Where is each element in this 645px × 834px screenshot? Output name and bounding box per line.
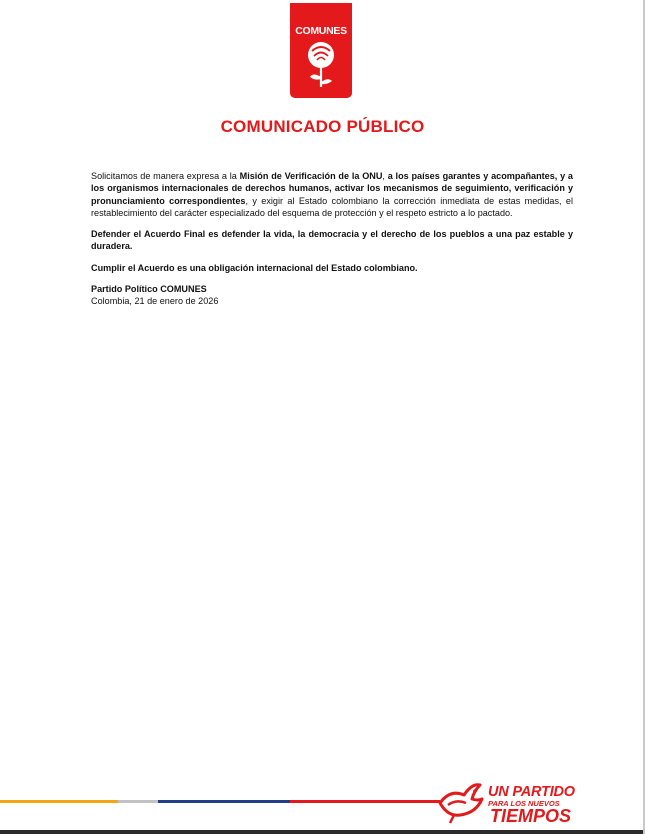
rose-icon xyxy=(303,39,339,91)
comunes-logo xyxy=(290,3,352,98)
footer-slogan xyxy=(488,786,598,824)
slogan-line-1: UN PARTIDO xyxy=(488,784,575,800)
slogan-line-2: PARA LOS NUEVOS xyxy=(488,799,560,808)
dove-icon xyxy=(434,773,486,825)
paragraph-1: Solicitamos de manera expresa a la Misión de Verificación de la ONU, a los países garantes y acompañantes, y a los organismos internacionales de derechos humanos, activar los mecanismos de seguimiento, verificación y pronunciamiento correspondientes, y exigir al Estado colombiano la corrección inmediata de estas medidas, el restablecimiento del carácter especializado del esquema de protección y el respeto estricto a lo pactado. xyxy=(91,171,573,218)
paragraph-3: Cumplir el Acuerdo es una obligación internacional del Estado colombiano. xyxy=(91,262,418,273)
signature: Partido Político COMUNES xyxy=(91,284,207,295)
footer-stripe-yellow xyxy=(0,800,118,803)
statement-body xyxy=(91,170,573,308)
slogan-line-3: TIEMPOS xyxy=(490,806,572,826)
signature-block xyxy=(91,283,573,308)
footer-stripe-blue xyxy=(158,800,290,803)
footer-stripe-gray xyxy=(118,800,158,803)
page-title: COMUNICADO PÚBLICO xyxy=(220,117,425,136)
logo-text: COMUNES xyxy=(295,25,347,37)
paragraph-2: Defender el Acuerdo Final es defender la vida, la democracia y el derecho de los pueblos a una paz estable y duradera. xyxy=(91,229,573,252)
footer-stripe-red xyxy=(290,800,440,803)
place-date: Colombia, 21 de enero de 2026 xyxy=(91,296,219,307)
page-border-bottom xyxy=(0,830,643,834)
